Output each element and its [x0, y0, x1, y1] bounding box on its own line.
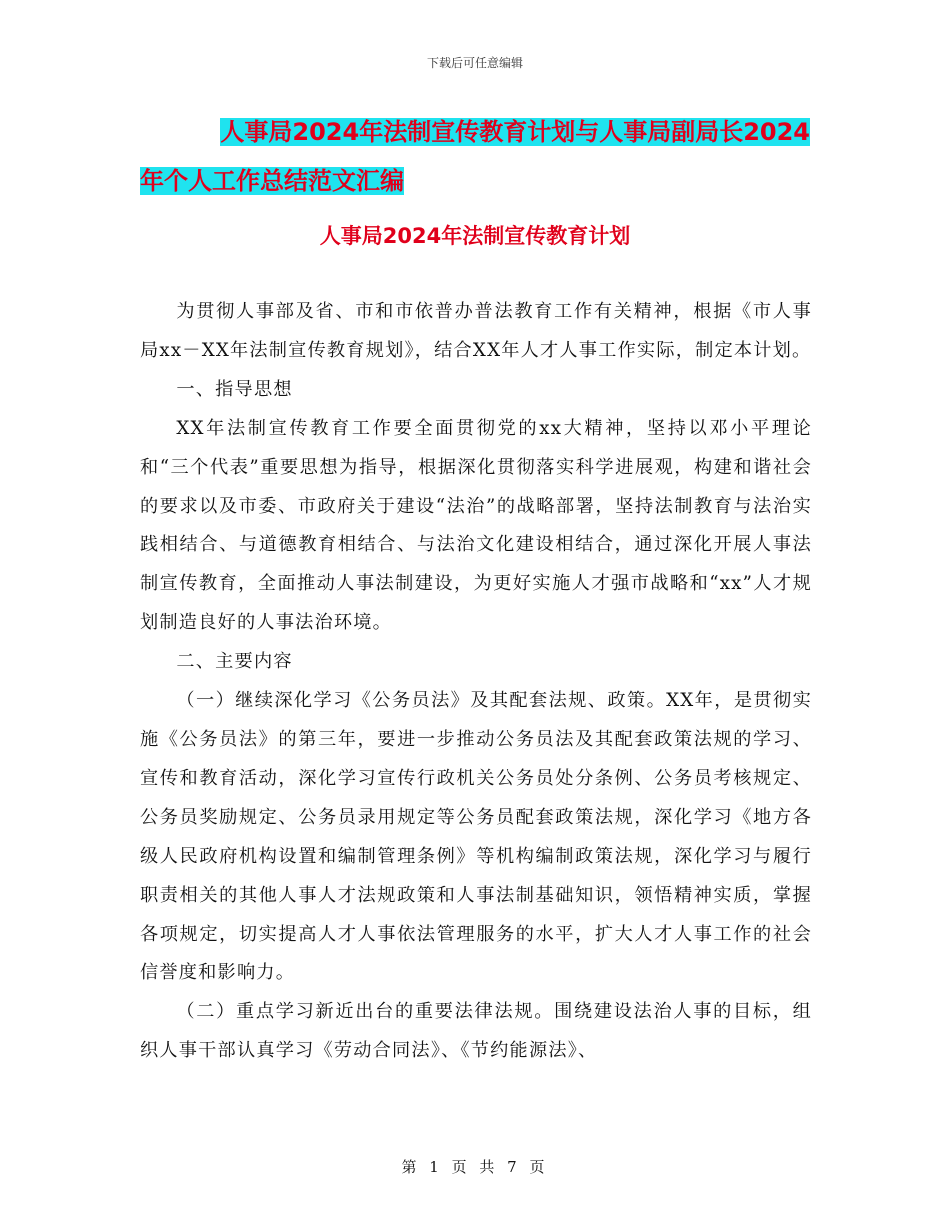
- body-text: [140, 293, 812, 1071]
- document-title: [140, 108, 810, 206]
- title-highlight: 年个人工作总结范文汇编: [140, 167, 404, 195]
- section-title: 人事局2024年法制宣传教育计划: [319, 224, 631, 248]
- heading-guiding-thought: 一、指导思想: [176, 378, 293, 400]
- document-title-line-2: [140, 157, 810, 206]
- paragraph-guiding-thought: XX年法制宣传教育工作要全面贯彻党的xx大精神，坚持以邓小平理论和“三个代表”重要思想为指导，根据深化贯彻落实科学进展观，构建和谐社会的要求以及市委、市政府关于建设“法治”的战略部署，坚持法制教育与法治实践相结合、与道德教育相结合、与法治文化建设相结合，通过深化开展人事法制宣传教育，全面推动人事法制建设，为更好实施人才强市战略和“xx”人才规划制造良好的人事法治环境。: [140, 417, 812, 634]
- paragraph-item-2: （二）重点学习新近出台的重要法律法规。围绕建设法治人事的目标，组织人事干部认真学习《劳动合同法》、《节约能源法》、: [140, 1001, 812, 1062]
- paragraph-item-1: （一）继续深化学习《公务员法》及其配套法规、政策。XX年，是贯彻实施《公务员法》的第三年，要进一步推动公务员法及其配套政策法规的学习、宣传和教育活动，深化学习宣传行政机关公务员处分条例、公务员考核规定、公务员奖励规定、公务员录用规定等公务员配套政策法规，深化学习《地方各级人民政府机构设置和编制管理条例》等机构编制政策法规，深化学习与履行职责相关的其他人事人才法规政策和人事法制基础知识，领悟精神实质，掌握各项规定，切实提高人才人事依法管理服务的水平，扩大人才人事工作的社会信誉度和影响力。: [140, 690, 812, 984]
- document-title-line-1: [140, 108, 810, 157]
- heading-main-content: 二、主要内容: [176, 651, 293, 673]
- header-note: 下载后可任意编辑: [426, 56, 523, 70]
- title-highlight: 人事局2024年法制宣传教育计划与人事局副局长2024: [220, 118, 810, 146]
- page-number: 第 1 页 共 7 页: [401, 1158, 549, 1176]
- paragraph-intro: 为贯彻人事部及省、市和市依普办普法教育工作有关精神，根据《市人事局xx－XX年法制宣传教育规划》，结合XX年人才人事工作实际，制定本计划。: [140, 301, 812, 361]
